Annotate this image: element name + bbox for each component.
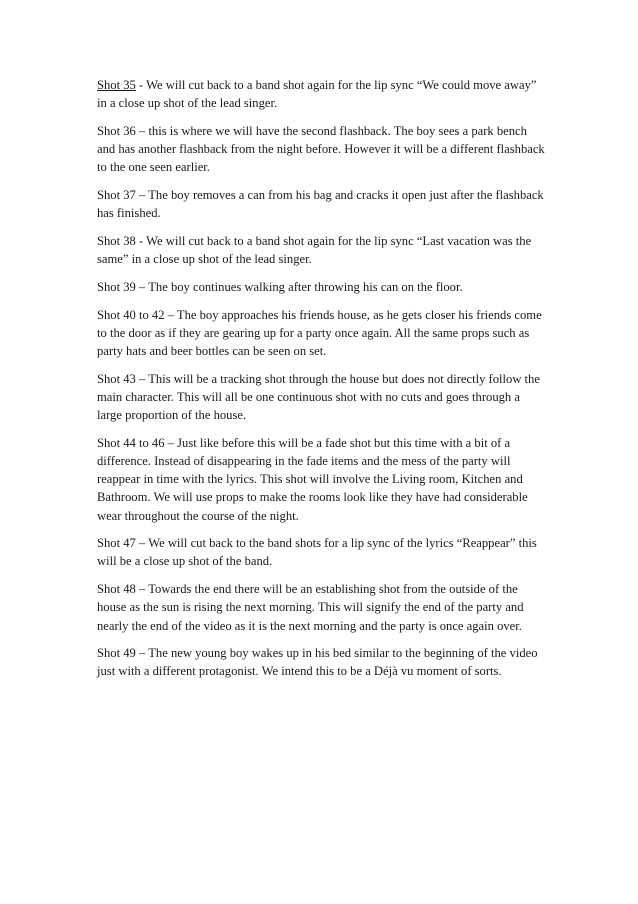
shot-description: – The boy approaches his friends house, as he gets closer his friends come to the door as if they are gearing up for a party once again. All the same props such as party hats and beer bottles can be seen on set. [97, 307, 542, 358]
shot-description: - We will cut back to a band shot again for the lip sync “Last vacation was the same” in a close up shot of the lead singer. [97, 233, 532, 267]
shot-label: Shot 40 to 42 [97, 307, 165, 322]
paragraph-shot-36 [97, 122, 545, 177]
shot-description: – The new young boy wakes up in his bed similar to the beginning of the video just with a different protagonist. We intend this to be a Déjà vu moment of sorts. [97, 646, 538, 679]
shot-description: – The boy removes a can from his bag and cracks it open just after the flashback has finished. [97, 188, 544, 221]
shot-label: Shot 47 [97, 536, 136, 551]
shot-description: – We will cut back to the band shots for a lip sync of the lyrics “Reappear” this will be a close up shot of the band. [97, 536, 537, 569]
shot-description: – Just like before this will be a fade shot but this time with a bit of a difference. Instead of disappearing in the fade items and the mess of the party will reappear in time with the lyrics. This shot will involve the Living room, Kitchen and Bathroom. We will use props to make the rooms look like they have had considerable wear throughout the course of the night. [97, 435, 528, 523]
shot-label: Shot 39 [97, 279, 136, 294]
shot-label: Shot 49 [97, 646, 136, 661]
shot-label: Shot 48 [97, 582, 136, 597]
paragraph-shot-48 [97, 580, 545, 635]
shot-label: Shot 38 [97, 233, 136, 248]
shot-description: - We will cut back to a band shot again for the lip sync “We could move away” in a close up shot of the lead singer. [97, 78, 537, 111]
shot-description: – Towards the end there will be an establishing shot from the outside of the house as the sun is rising the next morning. This will signify the end of the party and nearly the end of the video as it is the next morning and the party is once again over. [97, 582, 524, 633]
paragraph-shot-44-46 [97, 434, 545, 525]
paragraph-shot-39 [97, 278, 545, 296]
paragraph-shot-49 [97, 644, 545, 680]
shot-label: Shot 44 to 46 [97, 435, 165, 450]
shot-label: Shot 36 [97, 123, 136, 138]
paragraph-shot-35 [97, 76, 545, 112]
paragraph-shot-37 [97, 186, 545, 222]
shot-label: Shot 43 [97, 371, 136, 386]
shot-description: – The boy continues walking after throwing his can on the floor. [135, 279, 463, 294]
paragraph-shot-40-42 [97, 306, 545, 361]
paragraph-shot-43 [97, 370, 545, 425]
shot-description: – this is where we will have the second flashback. The boy sees a park bench and has another flashback from the night before. However it will be a different flashback to the one seen earlier. [97, 123, 545, 175]
shot-description: – This will be a tracking shot through the house but does not directly follow the main character. This will all be one continuous shot with no cuts and goes through a large proportion of the house. [97, 371, 540, 423]
shot-label: Shot 35 [97, 78, 136, 92]
shot-label: Shot 37 [97, 188, 136, 203]
document-body [97, 76, 545, 690]
paragraph-shot-38 [97, 232, 545, 268]
paragraph-shot-47 [97, 534, 545, 570]
